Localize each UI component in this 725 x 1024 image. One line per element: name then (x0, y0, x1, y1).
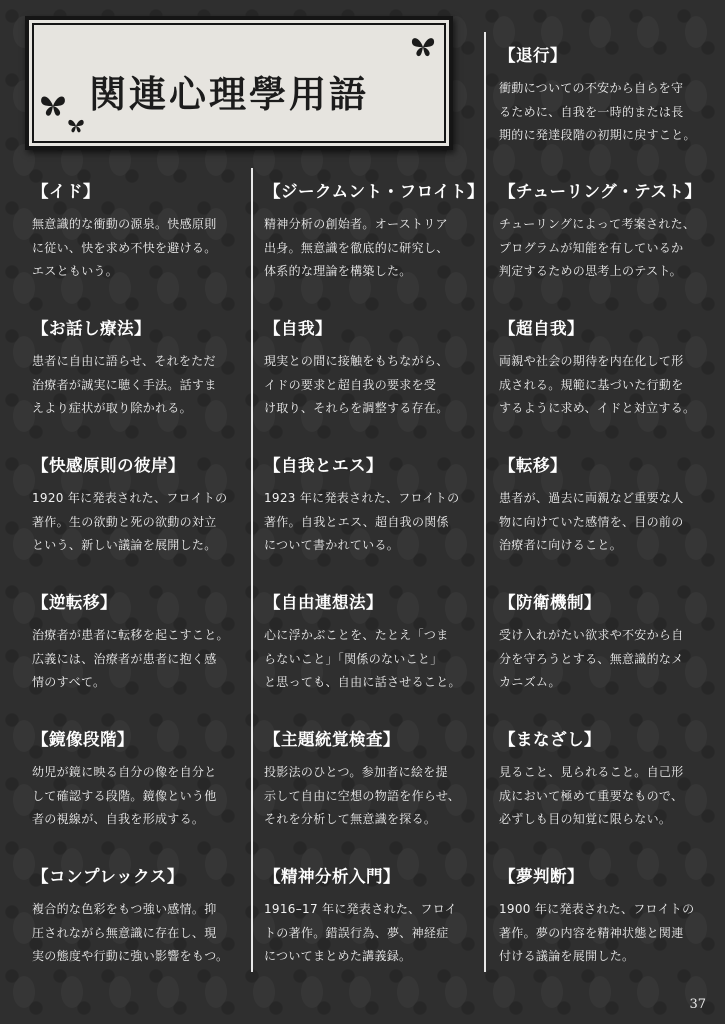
entry-line: エスともいう。 (32, 264, 119, 278)
glossary-entry (32, 726, 254, 832)
butterfly-icon (66, 117, 86, 135)
glossary-entry (499, 589, 721, 695)
entry-line: えより症状が取り除かれる。 (32, 401, 192, 415)
entry-title: 【自我】 (264, 319, 332, 338)
entry-line: 現実との間に接触をもちながら、 (264, 354, 449, 368)
entry-line: 示して自由に空想の物語を作らせ、 (264, 788, 461, 803)
entry-line: らないこと」「関係のないこと」 (264, 651, 443, 666)
entry-line: け取り、それらを調整する存在。 (264, 401, 449, 415)
entry-line: 成において極めて重要なもので、 (499, 788, 684, 803)
glossary-entry (32, 452, 254, 558)
entry-line: 両親や社会の期待を内在化して形 (499, 354, 684, 368)
entry-line: るために、自我を一時的または長 (499, 104, 684, 119)
entry-line: イドの要求と超自我の要求を受 (264, 377, 437, 392)
entry-line: して確認する段階。鏡像という他 (32, 788, 217, 803)
entry-line: 患者に自由に語らせ、それをただ (32, 354, 216, 368)
entry-line: 無意識的な衝動の源泉。快感原則 (32, 217, 217, 231)
entry-line: 必ずしも目の知覚に限らない。 (499, 812, 672, 826)
entry-title: 【チューリング・テスト】 (499, 182, 702, 201)
entry-line: 体系的な理論を構築した。 (264, 264, 412, 278)
entry-line: 治療者が誠実に聴く手法。話すま (32, 377, 217, 392)
entry-line: 投影法のひとつ。参加者に絵を提 (264, 765, 448, 779)
glossary-entry (499, 452, 721, 558)
glossary-entry (32, 589, 254, 695)
glossary-entry (32, 863, 254, 969)
butterfly-icon (409, 34, 437, 60)
butterfly-icon (38, 92, 68, 120)
entry-line: 圧されながら無意識に存在し、現 (32, 925, 217, 940)
entry-line: 出身。無意識を徹底的に研究し、 (264, 240, 449, 255)
entry-title: 【退行】 (499, 46, 567, 65)
entry-line: 受け入れがたい欲求や不安から自 (499, 628, 684, 642)
entry-line: についてまとめた講義録。 (264, 949, 412, 963)
entry-title: 【自我とエス】 (264, 456, 383, 475)
glossary-entry (499, 42, 721, 148)
glossary-entry (264, 726, 486, 832)
entry-line: チューリングによって考案された、 (499, 217, 696, 231)
entry-line: 見ること、見られること。自己形 (499, 765, 684, 779)
entry-line: それを分析して無意識を探る。 (264, 812, 437, 826)
entry-line: 著作。夢の内容を精神状態と関連 (499, 925, 684, 940)
entry-line: プログラムが知能を有しているか (499, 240, 684, 255)
glossary-entry (264, 589, 486, 695)
glossary-entry (264, 315, 486, 421)
entry-line: 判定するための思考上のテスト。 (499, 264, 682, 278)
entry-line: 期的に発達段階の初期に戻すこと。 (499, 128, 696, 142)
entry-title: 【鏡像段階】 (32, 730, 134, 749)
entry-line: 広義には、治療者が患者に抱く感 (32, 651, 217, 666)
glossary-entry (32, 178, 254, 284)
entry-line: するように求め、イドと対立する。 (499, 401, 696, 415)
entry-line: 分を守ろうとする、無意識的なメ (499, 651, 684, 666)
entry-line: カニズム。 (499, 675, 561, 689)
entry-line: 成される。規範に基づいた行動を (499, 377, 684, 392)
entry-line: と思っても、自由に話させること。 (264, 675, 461, 689)
entry-line: 治療者に向けること。 (499, 538, 623, 552)
entry-line: 患者が、過去に両親など重要な人 (499, 491, 684, 505)
title-banner (25, 16, 453, 150)
entry-title: 【まなざし】 (499, 730, 601, 749)
entry-title: 【主題統覚検査】 (264, 730, 400, 749)
glossary-entry (499, 863, 721, 969)
entry-line: 付ける議論を展開した。 (499, 949, 635, 963)
entry-line: という、新しい議論を展開した。 (32, 538, 217, 552)
entry-title: 【転移】 (499, 456, 567, 475)
entry-line: 著作。自我とエス、超自我の関係 (264, 514, 449, 529)
entry-line: 者の視線が、自我を形成する。 (32, 812, 205, 826)
glossary-entry (499, 726, 721, 832)
entry-line: 情のすべて。 (32, 675, 106, 689)
entry-title: 【自由連想法】 (264, 593, 383, 612)
entry-line: 著作。生の欲動と死の欲動の対立 (32, 514, 217, 529)
entry-title: 【コンプレックス】 (32, 867, 185, 886)
entry-line: 物に向けていた感情を、目の前の (499, 514, 684, 529)
glossary-entry (499, 315, 721, 421)
entry-title: 【イド】 (32, 182, 100, 201)
entry-line: に従い、快を求め不快を避ける。 (32, 240, 217, 255)
entry-title: 【防衛機制】 (499, 593, 601, 612)
entry-line: 治療者が患者に転移を起こすこと。 (32, 628, 229, 642)
entry-line: について書かれている。 (264, 538, 400, 552)
glossary-entry (499, 178, 721, 284)
entry-line: 1900 年に発表された、フロイトの (499, 902, 695, 916)
entry-title: 【超自我】 (499, 319, 584, 338)
page-title: 関連心理學用語 (89, 72, 369, 116)
entry-line: 衝動についての不安から自らを守 (499, 81, 684, 95)
glossary-entry (264, 178, 486, 284)
entry-line: 1923 年に発表された、フロイトの (264, 491, 460, 505)
glossary-entry (264, 452, 486, 558)
column-divider (251, 168, 253, 972)
entry-title: 【ジークムント・フロイト】 (264, 182, 485, 201)
entry-line: 実の態度や行動に強い影響をもつ。 (32, 949, 229, 963)
entry-line: 心に浮かぶことを、たとえ「つま (264, 628, 449, 642)
entry-line: トの著作。錯誤行為、夢、神経症 (264, 925, 449, 940)
entry-line: 複合的な色彩をもつ強い感情。抑 (32, 902, 217, 916)
entry-line: 幼児が鏡に映る自分の像を自分と (32, 765, 217, 779)
entry-title: 【夢判断】 (499, 867, 584, 886)
page-number: 37 (689, 997, 706, 1012)
glossary-entry (264, 863, 486, 969)
entry-title: 【精神分析入門】 (264, 867, 400, 886)
entry-title: 【快感原則の彼岸】 (32, 456, 185, 475)
entry-title: 【お話し療法】 (32, 319, 151, 338)
entry-line: 精神分析の創始者。オーストリア (264, 217, 448, 231)
glossary-entry (32, 315, 254, 421)
entry-title: 【逆転移】 (32, 593, 117, 612)
entry-line: 1920 年に発表された、フロイトの (32, 491, 228, 505)
entry-line: 1916–17 年に発表された、フロイ (264, 902, 457, 916)
